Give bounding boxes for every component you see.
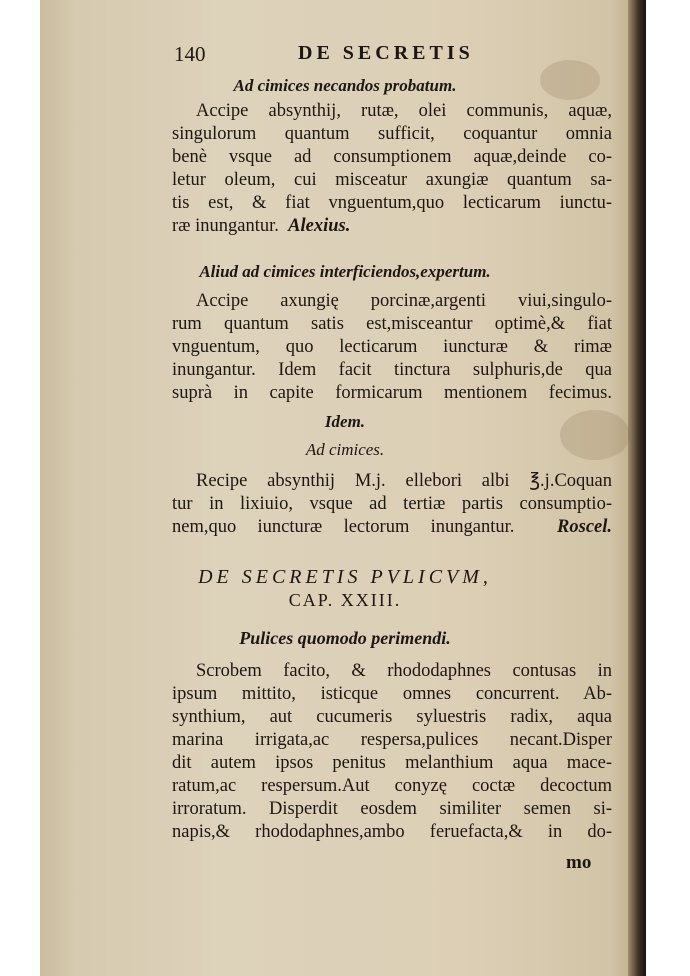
text-line (172, 215, 612, 238)
section-body (172, 470, 612, 539)
text-fragment: nem,quo iuncturæ lectorum inungantur. (172, 517, 515, 537)
author-signature: Alexius. (288, 216, 351, 236)
section-title: Aliud ad cimices interficiendos,expertum. (199, 262, 491, 281)
section-body (172, 660, 612, 844)
catchword: mo (566, 852, 592, 873)
text-line: Scrobem facito, & rhododaphnes contusas in (196, 661, 612, 681)
chapter-heading: DE SECRETIS PVLICVM, (198, 566, 492, 588)
section-body (172, 100, 612, 238)
author-signature: Idem. (324, 412, 366, 431)
author-signature: Roscel. (557, 517, 613, 537)
section-title: Pulices quomodo perimendi. (239, 628, 451, 648)
text-line: napis,& rhododaphnes,ambo feruefacta,& in do- (172, 822, 612, 842)
text-line: suprà in capite formicarum mentionem fecimus. (172, 383, 612, 403)
section-title: Ad cimices necandos probatum. (233, 76, 457, 95)
text-line: letur oleum, cui misceatur axungiæ quantum sa- (172, 170, 612, 190)
text-line: irroratum. Disperdit eosdem similiter semen si- (172, 799, 612, 819)
text-line: synthium, aut cucumeris syluestris radix, aqua (172, 707, 612, 727)
text-fragment: ræ inungantur. (172, 216, 279, 236)
text-line (172, 516, 612, 539)
text-line: Recipe absynthij M.j. ellebori albi ℥.j.Coquan (196, 471, 612, 491)
page-number: 140 (174, 42, 206, 66)
text-line: inungantur. Idem facit tinctura sulphuris,de qua (172, 360, 612, 380)
text-line: tur in lixiuio, vsque ad tertiæ partis consumptio- (172, 494, 612, 514)
text-line: ratum,ac respersum.Aut conyzę coctæ decoctum (172, 776, 612, 796)
text-line: ipsum mittito, isticque omnes concurrent. Ab- (172, 684, 612, 704)
text-line: tis est, & fiat vnguentum,quo lecticarum iunctu- (172, 193, 612, 213)
text-line: Accipe absynthij, rutæ, olei communis, aquæ, (196, 101, 612, 121)
page-gutter-shadow (628, 0, 646, 976)
text-line: vnguentum, quo lecticarum iuncturæ & rimæ (172, 337, 612, 357)
section-title: Ad cimices. (305, 440, 385, 459)
text-line: marina irrigata,ac respersa,pulices necant.Disper (172, 730, 612, 750)
section-body (172, 290, 612, 405)
chapter-number: CAP. XXIII. (288, 590, 402, 610)
running-title: DE SECRETIS (298, 42, 474, 64)
text-line: dit autem ipsos penitus melanthium aqua mace- (172, 753, 612, 773)
text-line: Accipe axungię porcinæ,argenti viui,singulo- (196, 291, 612, 311)
text-line: singulorum quantum sufficit, coquantur omnia (172, 124, 612, 144)
text-line: benè vsque ad consumptionem aquæ,deinde co- (172, 147, 612, 167)
text-line: rum quantum satis est,misceantur optimè,& fiat (172, 314, 612, 334)
